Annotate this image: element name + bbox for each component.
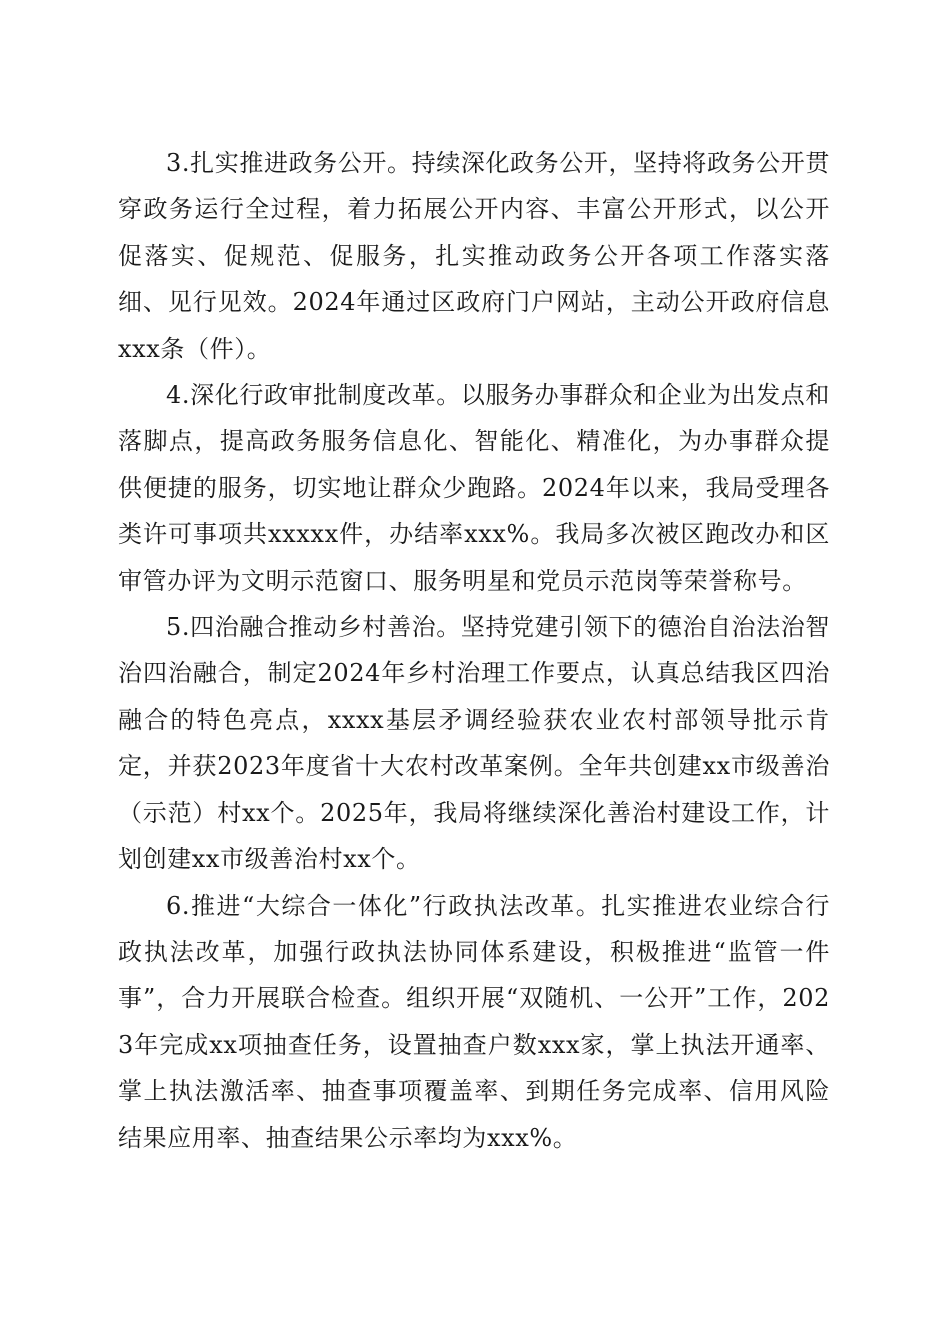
paragraph-government-affairs-openness: 3.扎实推进政务公开。持续深化政务公开，坚持将政务公开贯穿政务运行全过程，着力拓展公开内容、丰富公开形式，以公开促落实、促规范、促服务，扎实推动政务公开各项工作落实落细、见行见效。2024年通过区政府门户网站，主动公开政府信息xxx条（件）。 [118,149,830,363]
paragraph-administrative-approval-reform: 4.深化行政审批制度改革。以服务办事群众和企业为出发点和落脚点，提高政务服务信息化、智能化、精准化，为办事群众提供便捷的服务，切实地让群众少跑路。2024年以来，我局受理各类许可事项共xxxxx件，办结率xxx%。我局多次被区跑改办和区审管办评为文明示范窗口、服务明星和党员示范岗等荣誉称号。 [118,381,830,595]
document-body [118,140,830,1161]
paragraph-rural-governance: 5.四治融合推动乡村善治。坚持党建引领下的德治自治法治智治四治融合，制定2024年乡村治理工作要点，认真总结我区四治融合的特色亮点，xxxx基层矛调经验获农业农村部领导批示肯定，并获2023年度省十大农村改革案例。全年共创建xx市级善治（示范）村xx个。2025年，我局将继续深化善治村建设工作，计划创建xx市级善治村xx个。 [118,613,830,874]
paragraph-law-enforcement-reform: 6.推进“大综合一体化”行政执法改革。扎实推进农业综合行政执法改革，加强行政执法协同体系建设，积极推进“监管一件事”，合力开展联合检查。组织开展“双随机、一公开”工作，2023年完成xx项抽查任务，设置抽查户数xxx家，掌上执法开通率、掌上执法激活率、抽查事项覆盖率、到期任务完成率、信用风险结果应用率、抽查结果公示率均为xxx%。 [118,891,830,1152]
